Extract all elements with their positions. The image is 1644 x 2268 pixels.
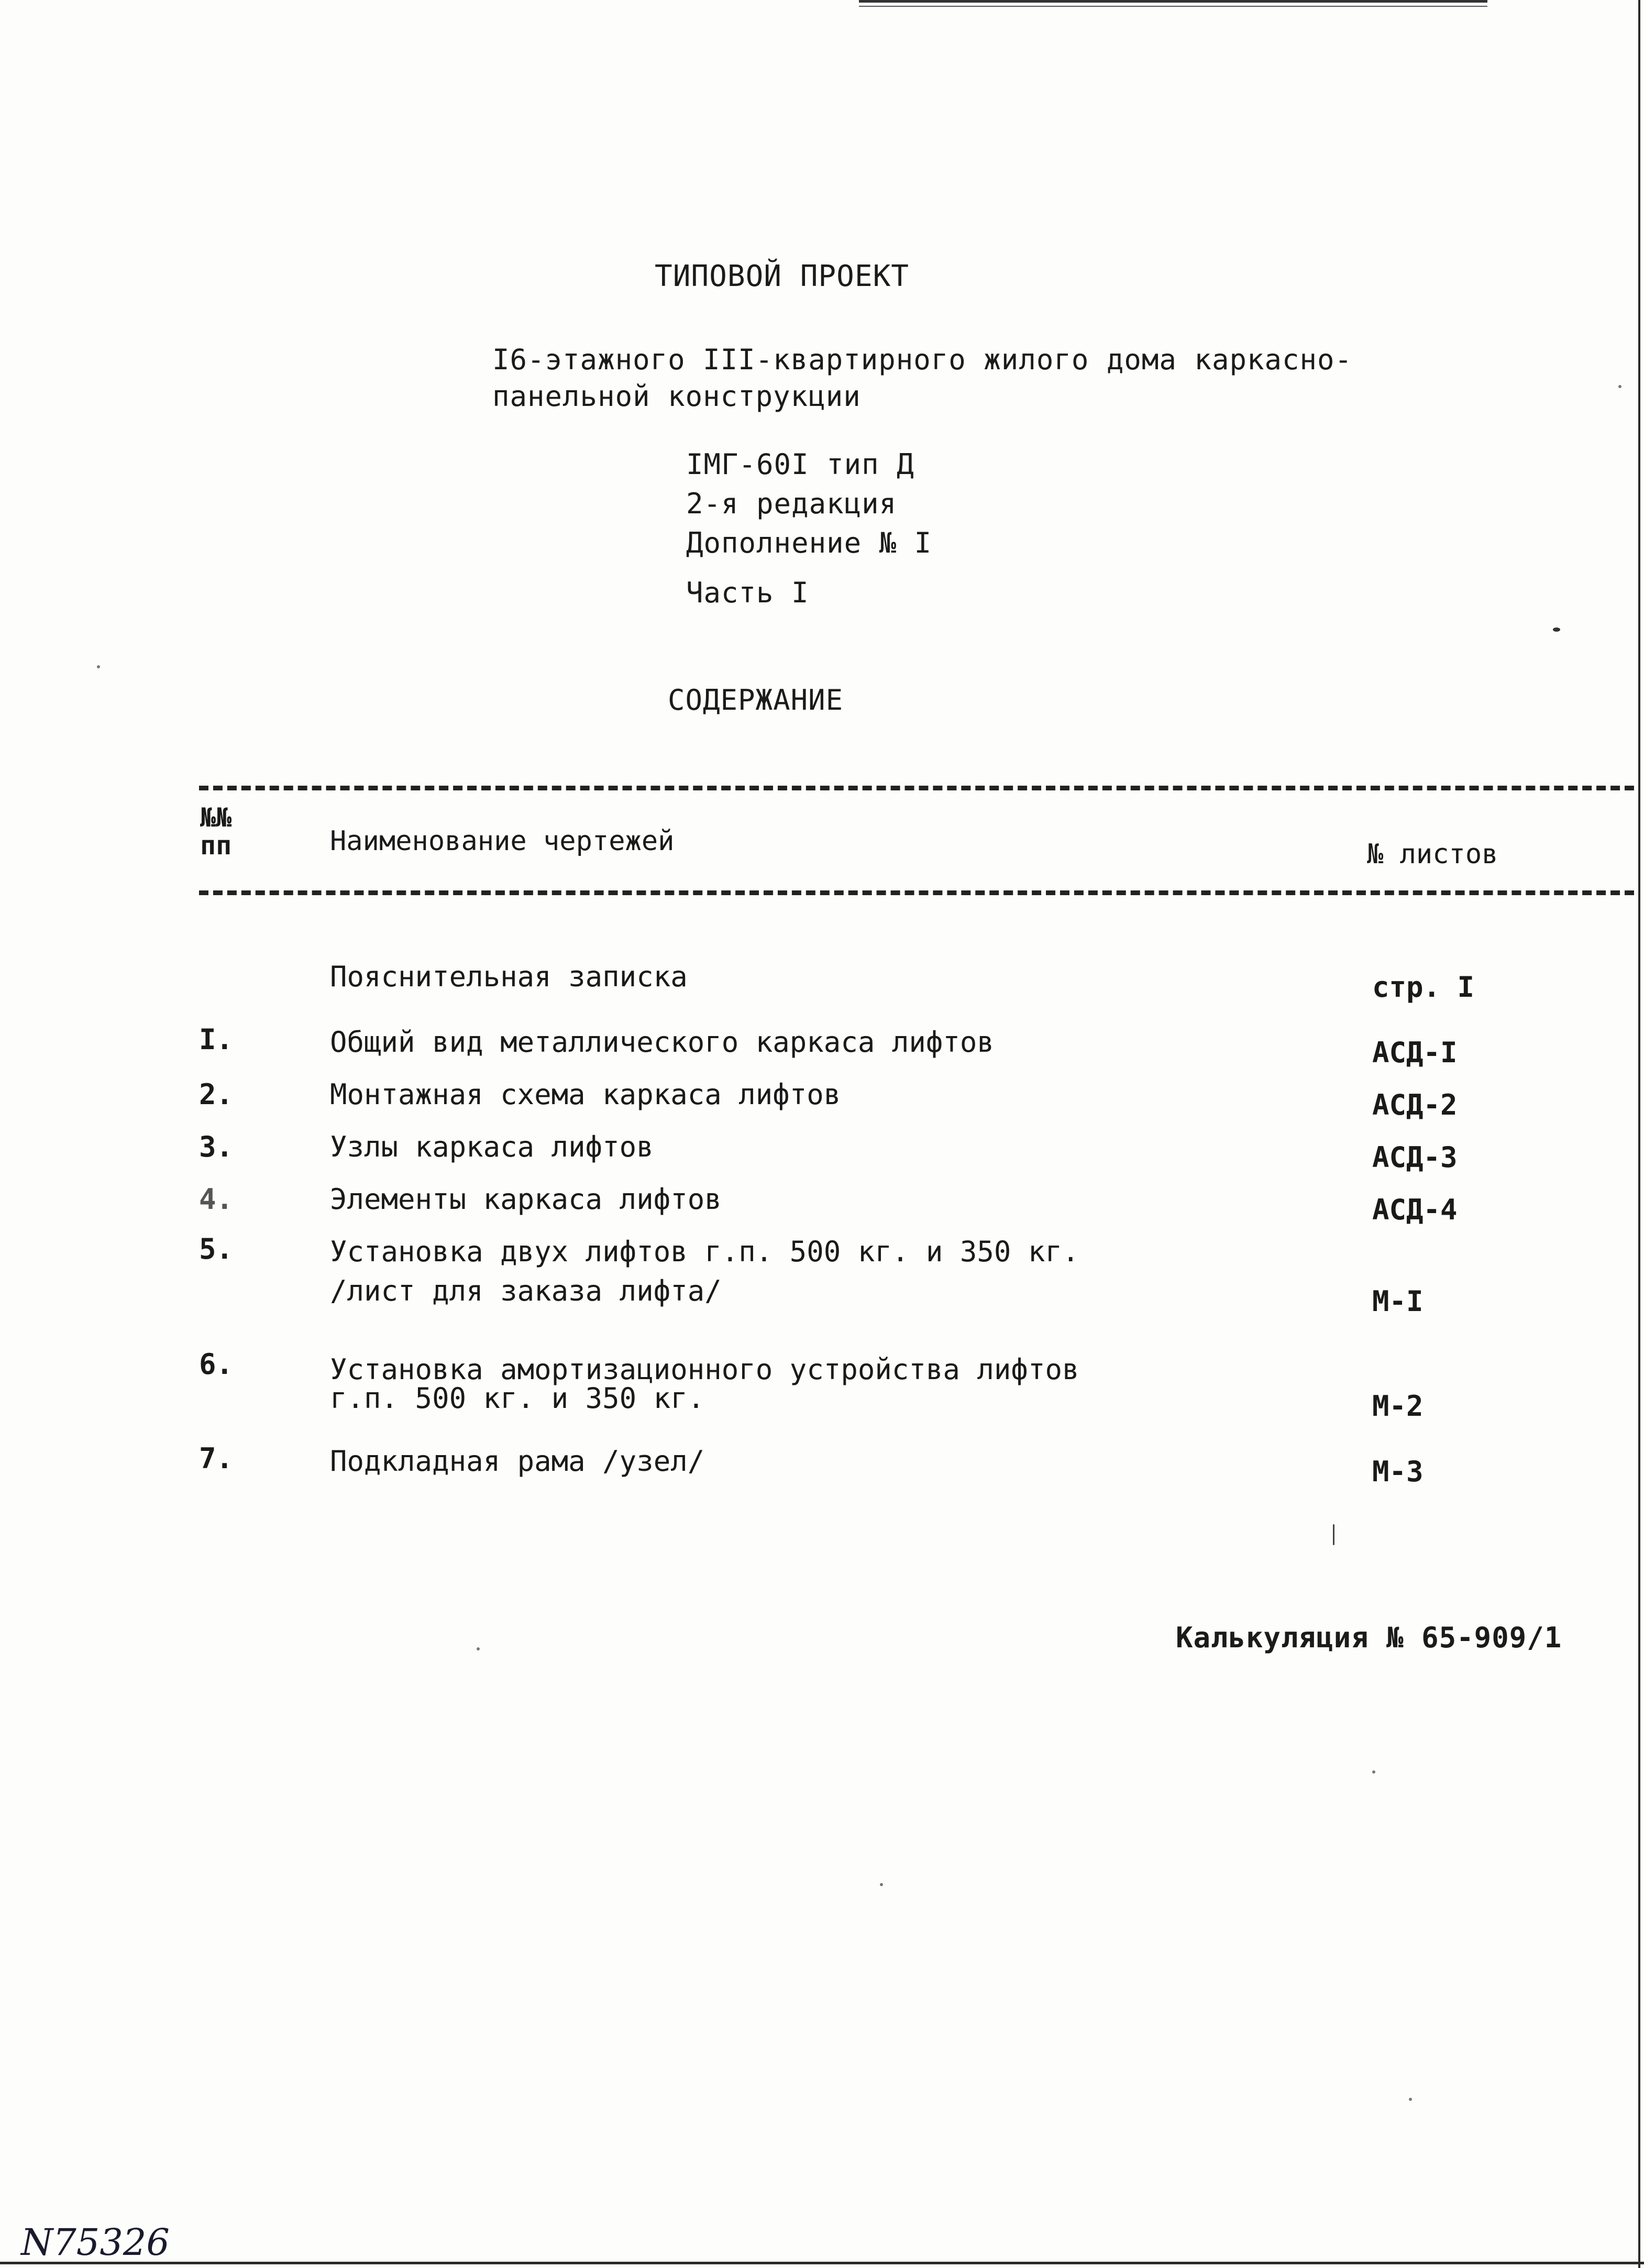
project-supplement: Дополнение № I [686,526,932,559]
calculation-reference: Калькуляция № 65-909/1 [1176,1621,1562,1654]
row-sheet-code: М-2 [1372,1390,1424,1423]
project-subject-line-2: панельной конструкции [492,380,861,413]
sheet-right-edge [1638,0,1640,2268]
project-series: IМГ-60I тип Д [686,448,914,481]
row-title: Пояснительная записка [330,960,688,993]
row-number: I. [199,1023,234,1056]
column-header-sheets: № листов [1367,839,1498,870]
row-number: 5. [199,1232,234,1265]
scan-speck [1618,385,1621,388]
row-sheet-code: АСД-4 [1372,1193,1458,1226]
project-part: Часть I [686,576,809,609]
row-number: 4. [199,1183,234,1216]
sheet-top-edge [859,0,1487,7]
contents-title: СОДЕРЖАНИЕ [668,684,844,717]
scan-speck [880,1883,883,1886]
table-header-rule [199,890,1634,895]
scan-speck [477,1647,480,1650]
row-title: Установка амортизационного устройства лифтов [330,1353,1079,1386]
scan-speck [97,665,100,668]
column-header-number: №№ пп [200,802,232,861]
row-number: 2. [199,1078,234,1111]
row-sheet-code: АСД-2 [1372,1088,1458,1121]
row-number: 6. [199,1348,234,1381]
row-title: Подкладная рама /узел/ [330,1445,705,1478]
row-sheet-code: М-3 [1372,1455,1424,1488]
row-sheet-code: АСД-3 [1372,1141,1458,1174]
scan-speck [1553,627,1560,632]
project-subject-line-1: I6-этажного III-квартирного жилого дома каркасно- [492,343,1353,376]
project-edition: 2-я редакция [686,487,897,520]
row-number: 7. [199,1442,234,1475]
row-title: Узлы каркаса лифтов [330,1130,654,1163]
scan-speck [1372,1770,1375,1774]
row-sheet-code: М-I [1372,1285,1424,1318]
row-title-continuation: г.п. 500 кг. и 350 кг. [330,1382,705,1415]
scan-mark [1333,1524,1334,1545]
column-header-name: Наименование чертежей [330,825,675,857]
row-sheet-code: АСД-I [1372,1036,1458,1069]
row-title: Общий вид металлического каркаса лифтов [330,1026,994,1059]
table-top-rule [199,786,1634,790]
document-type-title: ТИПОВОЙ ПРОЕКТ [655,259,910,293]
row-title-continuation: /лист для заказа лифта/ [330,1274,722,1307]
row-title: Установка двух лифтов г.п. 500 кг. и 350 кг. [330,1235,1079,1268]
row-title: Элементы каркаса лифтов [330,1183,722,1216]
row-sheet-code: стр. I [1372,971,1475,1004]
sheet-bottom-edge [0,2262,1644,2264]
handwritten-inventory-number: N75326 [21,2221,170,2264]
row-number: 3. [199,1130,234,1163]
scan-speck [1409,2098,1412,2101]
row-title: Монтажная схема каркаса лифтов [330,1078,841,1111]
